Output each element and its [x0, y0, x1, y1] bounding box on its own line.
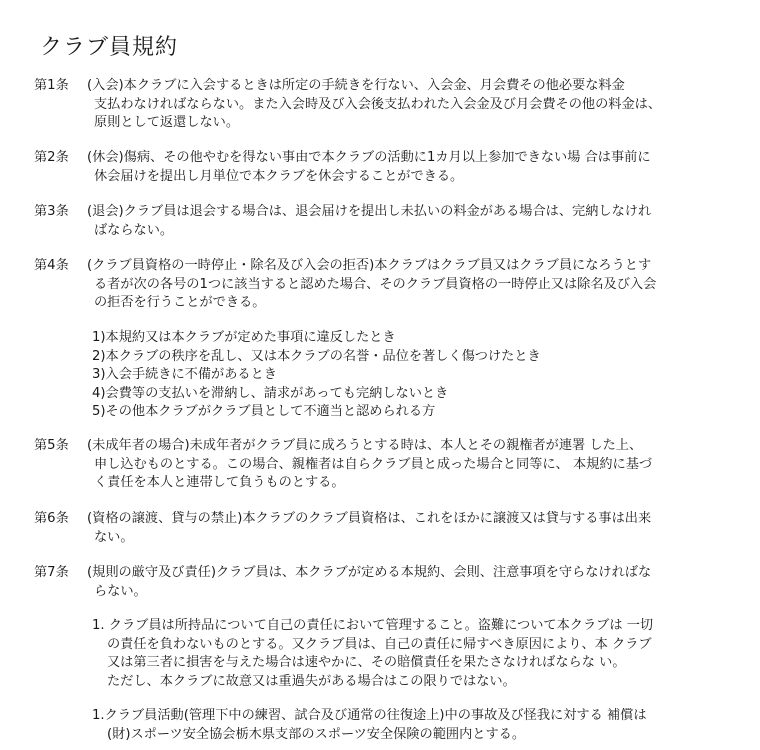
note-line: 1.クラブ員活動(管理下中の練習、試合及び通常の往復途上)中の事故及び怪我に対する 補償は [92, 708, 647, 723]
article-5 [34, 437, 744, 493]
article-1 [34, 77, 744, 133]
article-line: ばならない。 [94, 222, 174, 238]
article-number: 第3条 [34, 204, 69, 219]
article-line: らない。 [94, 583, 147, 599]
note-item [92, 707, 647, 744]
note-line: の責任を負わないものとする。又クラブ員は、自己の責任に帰すべき原因により、本 クラブ [107, 636, 652, 652]
article-line: 支払わなければならない。また入会時及び入会後支払われた入会金及び月会費その他の料金は、 [94, 96, 662, 112]
article-line: 休会届けを提出し月単位で本クラブを休会することができる。 [94, 168, 464, 184]
article-body [87, 510, 744, 547]
article-number: 第6条 [34, 511, 69, 526]
article-4-items [92, 329, 541, 422]
article-line: 原則として返還しない。 [94, 115, 240, 130]
article-body [87, 564, 744, 601]
list-item: 3)入会手続きに不備があるとき [92, 367, 277, 382]
article-6 [34, 510, 744, 547]
article-line: (クラブ員資格の一時停止・除名及び入会の拒否)本クラブはクラブ員又はクラブ員になろうとす [87, 258, 652, 273]
article-line: (休会)傷病、その他やむを得ない事由で本クラブの活動に1カ月以上参加できない場 合は事前に [87, 150, 651, 165]
article-2 [34, 149, 744, 186]
note-line: 又は第三者に損害を与えた場合は速やかに、その賠償責任を果たさなければならな い。 [107, 655, 626, 670]
article-line: の拒否を行うことができる。 [94, 295, 266, 310]
list-item: 1)本規約又は本クラブが定めた事項に違反したとき [92, 330, 396, 345]
page-title: クラブ員規約 [40, 35, 179, 60]
list-item: 2)本クラブの秩序を乱し、又は本クラブの名誉・品位を著しく傷つけたとき [92, 348, 541, 364]
article-line: (退会)クラブ員は退会する場合は、退会届けを提出し未払いの料金がある場合は、完納しなけれ [87, 204, 652, 219]
article-body [87, 257, 744, 313]
article-number: 第7条 [34, 565, 69, 580]
article-line: 申し込むものとする。この場合、親権者は自らクラブ員と成った場合と同等に、 本規約に基づ [94, 456, 653, 472]
note-item [92, 617, 653, 691]
note-line: 1. クラブ員は所持品について自己の責任において管理すること。盗難について本クラブは 一切 [92, 618, 654, 633]
list-item: 5)その他本クラブがクラブ員として不適当と認められる方 [92, 404, 436, 419]
article-7 [34, 564, 744, 601]
article-line: (規則の厳守及び責任)クラブ員は、本クラブが定める本規約、会則、注意事項を守らなければな [87, 565, 652, 580]
article-line: (資格の譲渡、貸与の禁止)本クラブのクラブ員資格は、これをほかに譲渡又は貸与する事は出来 [87, 511, 652, 526]
article-4 [34, 257, 744, 313]
list-item: 4)会費等の支払いを滞納し、請求があっても完納しないとき [92, 385, 449, 401]
article-number: 第5条 [34, 438, 69, 453]
note-line: (財)スポーツ安全協会栃木県支部のスポーツ安全保険の範囲内とする。 [107, 726, 526, 742]
article-number: 第1条 [34, 78, 69, 93]
article-body [87, 437, 744, 493]
article-line: ない。 [94, 529, 134, 545]
article-body [87, 77, 744, 133]
note-line: ただし、本クラブに故意又は重過失がある場合はこの限りではない。 [107, 673, 516, 689]
article-7-notes [92, 617, 653, 691]
article-line: (未成年者の場合)未成年者がクラブ員に成ろうとする時は、本人とその親権者が連署 した上、 [87, 438, 643, 453]
article-body [87, 149, 744, 186]
article-line: (入会)本クラブに入会するときは所定の手続きを行ない、入会金、月会費その他必要な料金 [87, 78, 625, 93]
article-3 [34, 203, 744, 240]
article-line: る者が次の各号の1つに該当すると認めた場合、そのクラブ員資格の一時停止又は除名及び入会 [94, 276, 657, 292]
article-body [87, 203, 744, 240]
article-7-notes-2 [92, 707, 647, 744]
article-number: 第2条 [34, 150, 69, 165]
article-number: 第4条 [34, 258, 69, 273]
article-line: く責任を本人と連帯して負うものとする。 [94, 475, 345, 490]
